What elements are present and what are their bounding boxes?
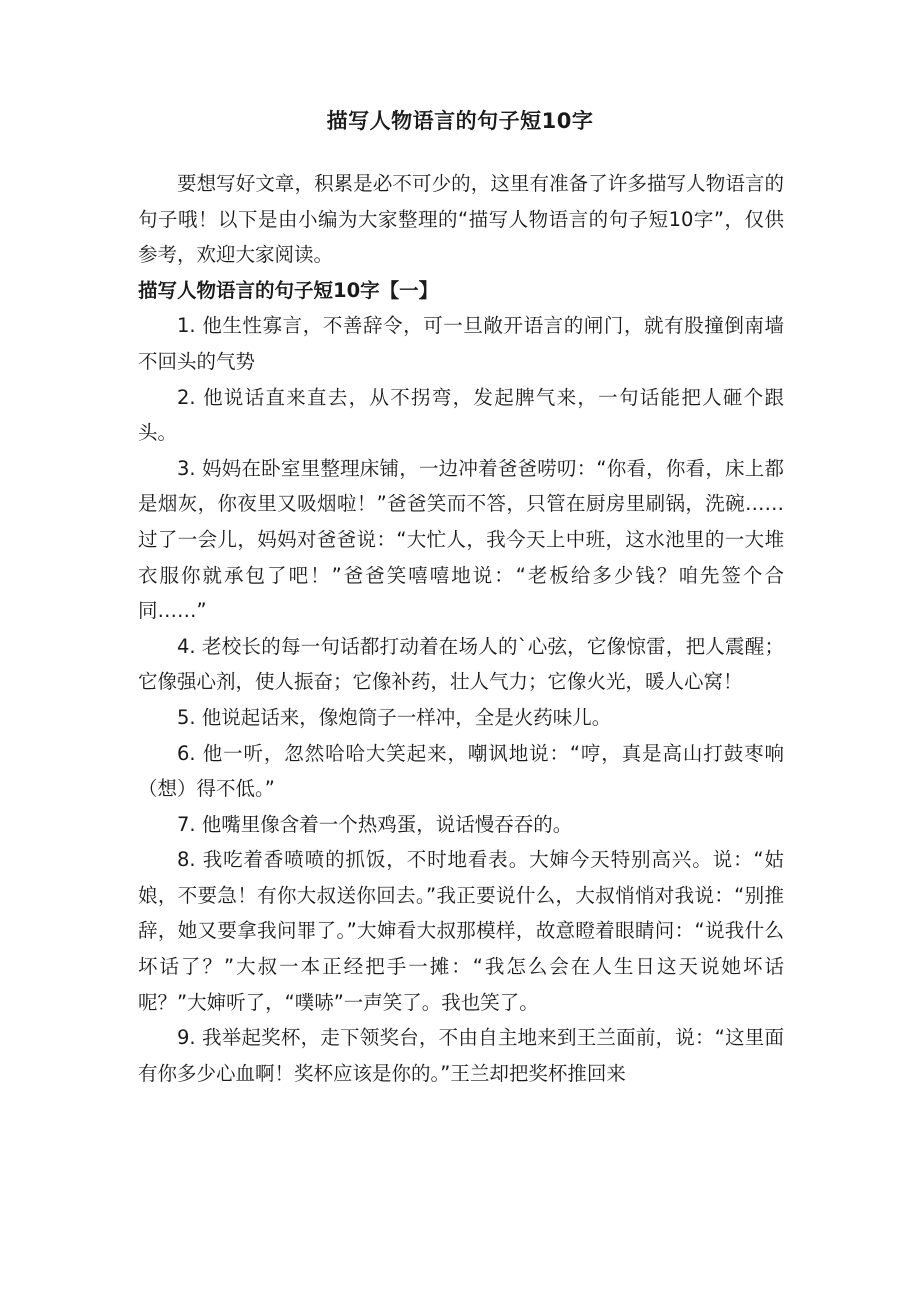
list-item: 1. 他生性寡言，不善辞令，可一旦敞开语言的闸门，就有股撞倒南墙不回头的气势 — [138, 314, 784, 373]
list-item: 3. 妈妈在卧室里整理床铺，一边冲着爸爸唠叨：“你看，你看，床上都是烟灰，你夜里又吸烟啦！”爸爸笑而不答，只管在厨房里刷锅，洗碗……过了一会儿，妈妈对爸爸说：“大忙人，我今天上中班，这水池里的一大堆衣服你就承包了吧！”爸爸笑嘻嘻地说：“老板给多少钱？咱先签个合同……” — [138, 456, 784, 623]
list-item: 8. 我吃着香喷喷的抓饭，不时地看表。大婶今天特别高兴。说：“姑娘，不要急！有你大叔送你回去。”我正要说什么，大叔悄悄对我说：“别推辞，她又要拿我问罪了。”大婶看大叔那模样，故意瞪着眼睛问：“说我什么坏话了？”大叔一本正经把手一摊：“我怎么会在人生日这天说她坏话呢？”大婶听了，“噗哧”一声笑了。我也笑了。 — [138, 848, 784, 1014]
intro-paragraph: 要想写好文章，积累是必不可少的，这里有准备了许多描写人物语言的句子哦！以下是由小编为大家整理的“描写人物语言的句子短10字”，仅供参考，欢迎大家阅读。 — [138, 172, 784, 267]
document-body — [138, 166, 784, 1091]
list-item: 6. 他一听，忽然哈哈大笑起来，嘲讽地说：“哼，真是高山打鼓枣响（想）得不低。” — [138, 741, 784, 801]
list-item: 5. 他说起话来，像炮筒子一样冲，全是火药味儿。 — [177, 705, 612, 729]
list-item: 7. 他嘴里像含着一个热鸡蛋，说话慢吞吞的。 — [177, 812, 573, 836]
list-item: 4. 老校长的每一句话都打动着在场人的`心弦，它像惊雷，把人震醒；它像强心剂，使人振奋；它像补药，壮人气力；它像火光，暖人心窝！ — [138, 634, 784, 694]
list-item: 2. 他说话直来直去，从不拐弯，发起脾气来，一句话能把人砸个跟头。 — [138, 385, 784, 445]
document-title: 描写人物语言的句子短10字 — [326, 109, 594, 133]
section-heading: 描写人物语言的句子短10字【一】 — [138, 278, 439, 302]
list-item: 9. 我举起奖杯，走下领奖台，不由自主地来到王兰面前，说：“这里面有你多少心血啊！奖杯应该是你的。”王兰却把奖杯推回来 — [138, 1026, 784, 1085]
